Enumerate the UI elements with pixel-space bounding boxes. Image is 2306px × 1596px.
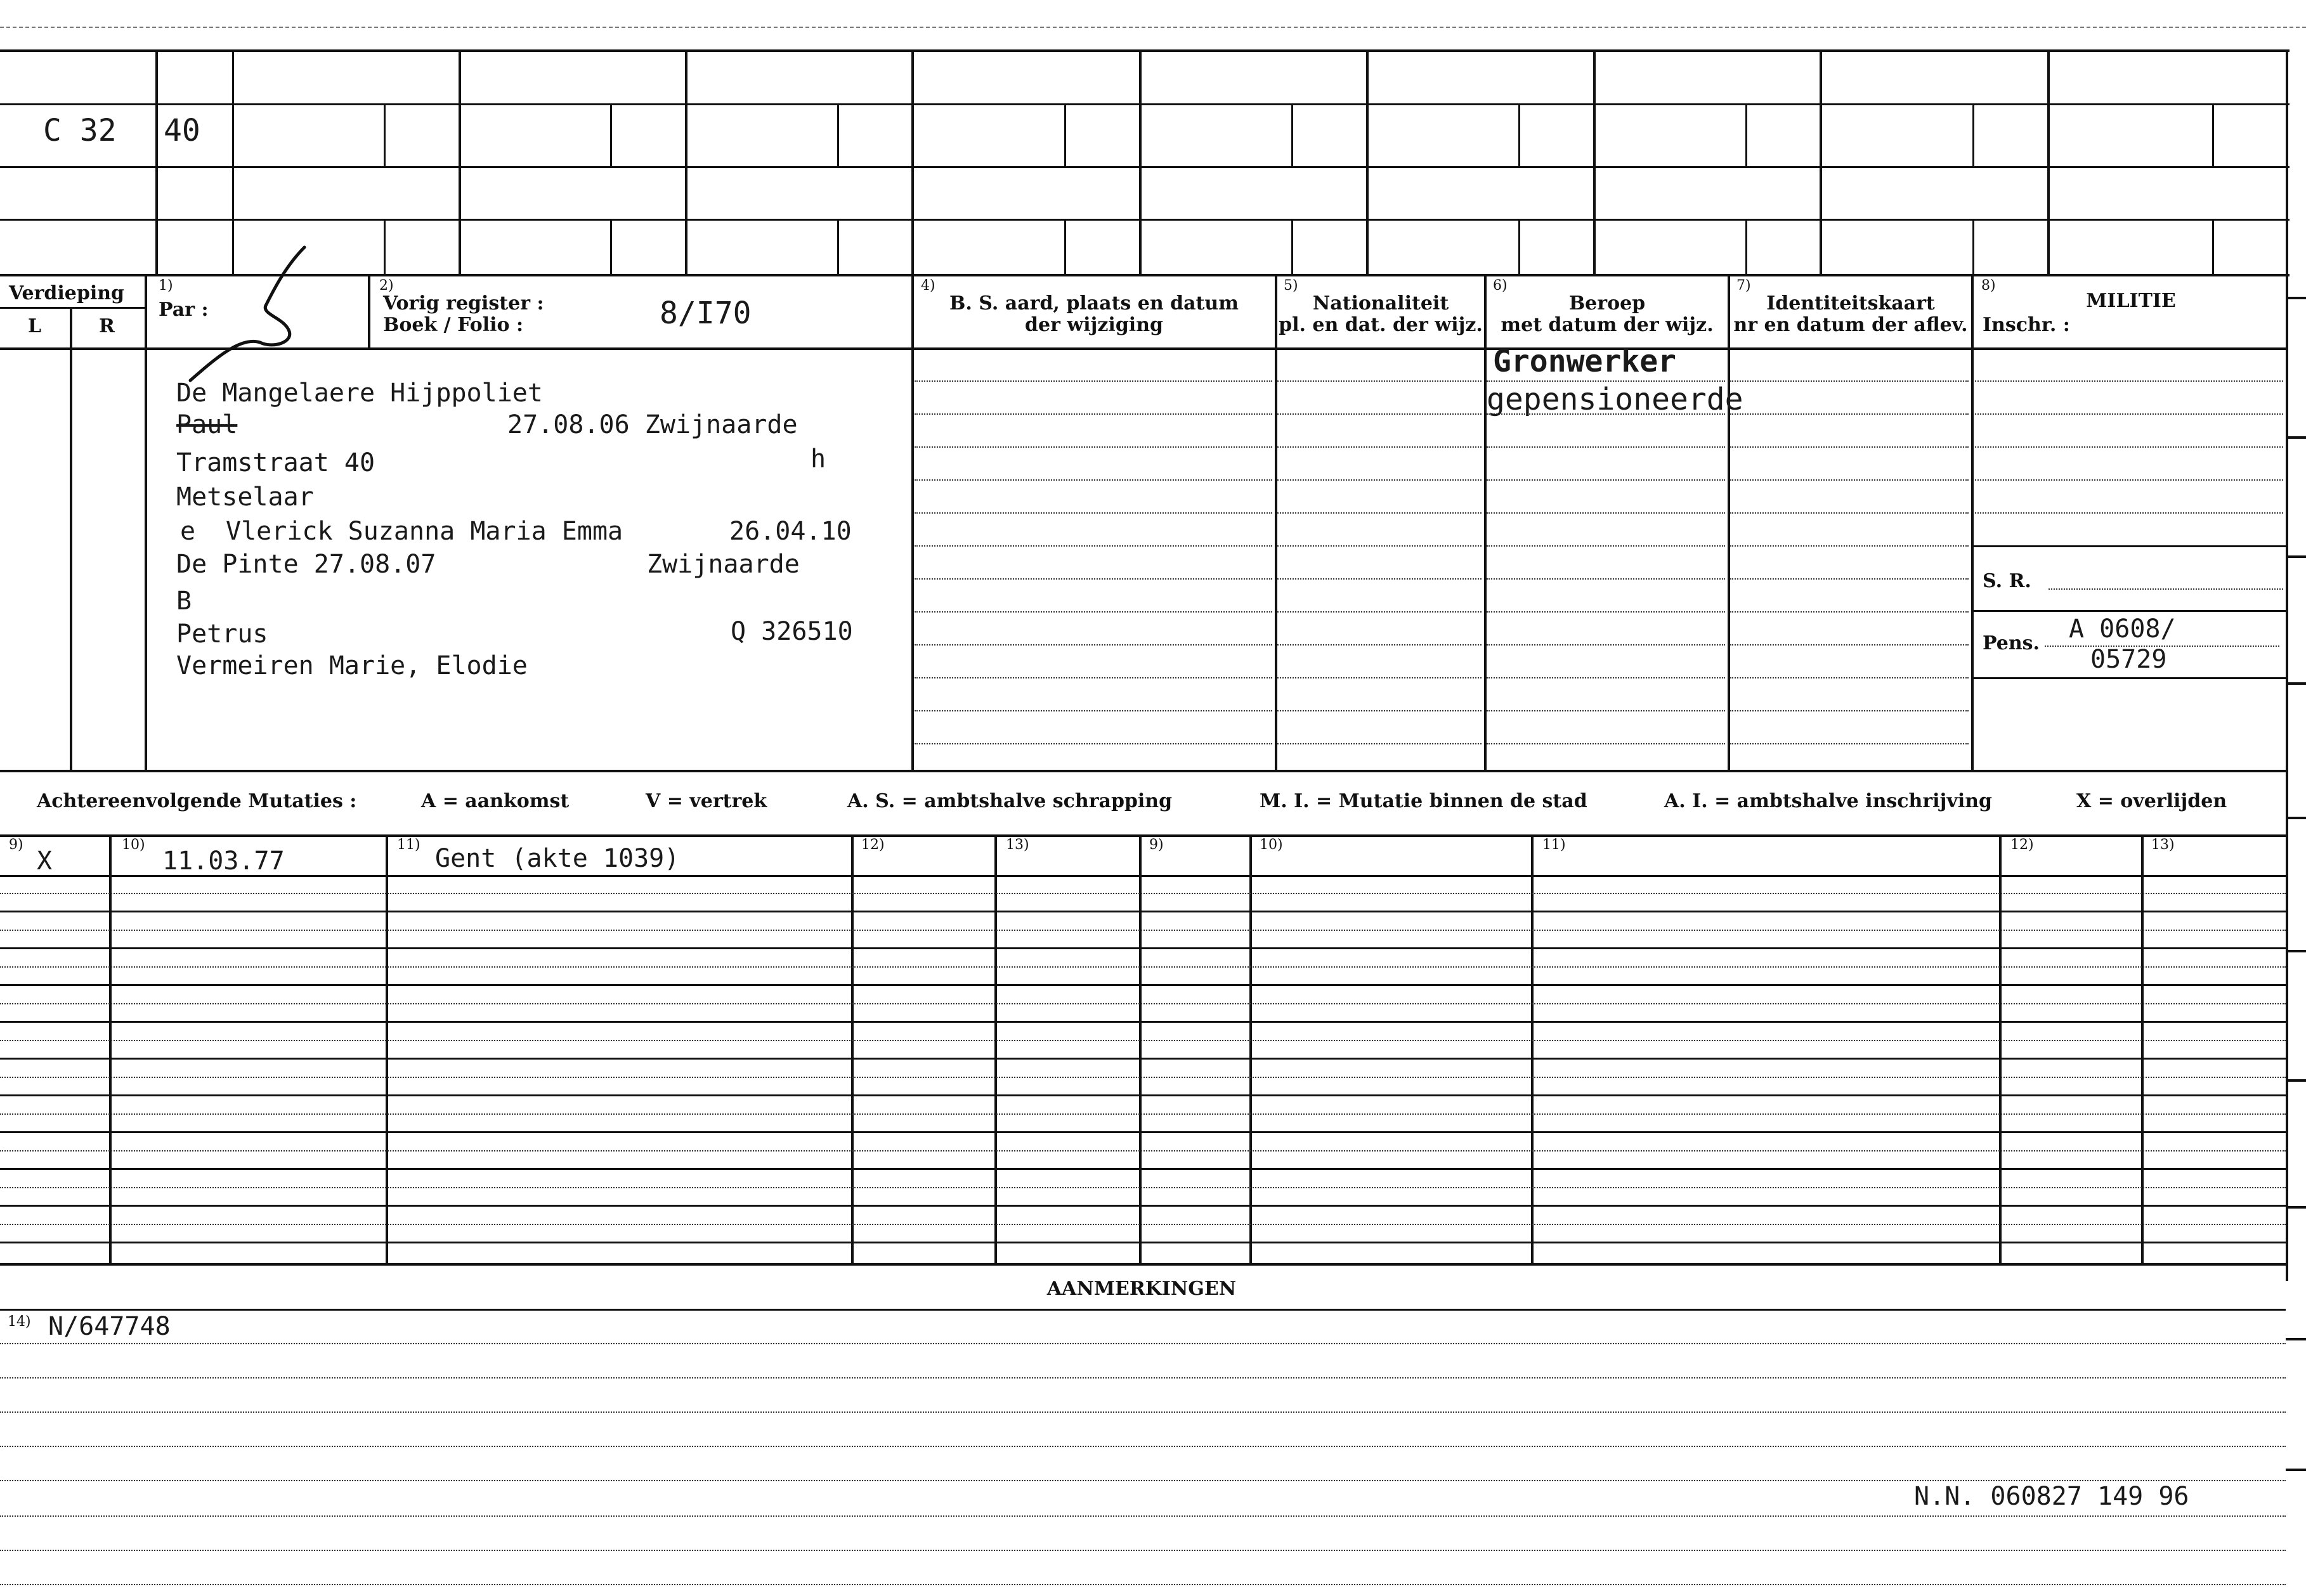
mutaties-legend-a: A = aankomst: [421, 790, 570, 812]
mutaties-legend-ai: A. I. = ambtshalve inschrijving: [1664, 790, 1993, 812]
field-5-number: 5): [1284, 278, 1298, 294]
person-ref: Q 326510: [731, 617, 853, 646]
par-signature: [178, 241, 317, 387]
aanmerkingen-value: N/647748: [48, 1312, 171, 1341]
person-code-b: B: [176, 587, 192, 616]
pens-label: Pens.: [1983, 632, 2040, 654]
card-code-prefix: C 32: [43, 113, 117, 148]
bs-label-line1: B. S. aard, plaats en datum: [949, 292, 1239, 315]
spouse-birth: De Pinte 27.08.07: [176, 550, 436, 579]
person-birth: 27.08.06 Zwijnaarde: [507, 410, 798, 439]
pens-value-2: 05729: [2090, 645, 2167, 674]
mut-right-11-number: 11): [1542, 837, 1566, 853]
spouse-prefix: e: [180, 517, 196, 546]
mut-right-13-number: 13): [2151, 837, 2175, 853]
person-mother: Vermeiren Marie, Elodie: [176, 651, 528, 680]
mutaties-legend-x: X = overlijden: [2076, 790, 2227, 812]
person-father: Petrus: [176, 620, 268, 649]
spouse-name: Vlerick Suzanna Maria Emma: [226, 517, 623, 546]
mut-left-9-number: 9): [9, 837, 23, 853]
aanmerkingen-title: AANMERKINGEN: [1046, 1278, 1237, 1300]
beroep-label-line2: met datum der wijz.: [1501, 314, 1714, 336]
verdieping-r-label: R: [99, 315, 115, 337]
mut-left-12-number: 12): [861, 837, 885, 853]
person-occupation: Metselaar: [176, 483, 314, 512]
spouse-date: 26.04.10: [729, 517, 852, 546]
mutation-date: 11.03.77: [162, 847, 285, 876]
person-address: Tramstraat 40: [176, 448, 375, 477]
mutation-code: X: [37, 847, 53, 876]
mut-left-10-number: 10): [122, 837, 145, 853]
field-1-number: 1): [159, 278, 173, 294]
mutaties-legend-mi: M. I. = Mutatie binnen de stad: [1260, 790, 1587, 812]
mutation-place: Gent (akte 1039): [435, 844, 680, 873]
spouse-place: Zwijnaarde: [647, 550, 800, 579]
field-2-number: 2): [379, 278, 394, 294]
mut-right-10-number: 10): [1260, 837, 1283, 853]
mut-right-9-number: 9): [1149, 837, 1164, 853]
nationaliteit-label-line1: Nationaliteit: [1312, 292, 1449, 315]
beroep-entry-1: Gronwerker: [1493, 344, 1676, 379]
person-name: De Mangelaere Hijppoliet: [176, 379, 543, 408]
verdieping-l-label: L: [28, 315, 42, 337]
bs-label-line2: der wijziging: [1025, 314, 1163, 336]
mut-left-13-number: 13): [1006, 837, 1029, 853]
beroep-label-line1: Beroep: [1568, 292, 1646, 315]
beroep-entry-2: gepensioneerde: [1487, 382, 1743, 417]
mutaties-title: Achtereenvolgende Mutaties :: [37, 790, 357, 812]
militie-label: MILITIE: [2086, 290, 2176, 312]
pens-value-1: A 0608/: [2069, 614, 2176, 644]
nn-number: N.N. 060827 149 96: [1914, 1482, 2189, 1511]
field-8-number: 8): [1981, 278, 1996, 294]
inschr-label: Inschr. :: [1983, 314, 2070, 336]
field-7-number: 7): [1736, 278, 1751, 294]
identiteitskaart-label-line2: nr en datum der aflev.: [1733, 314, 1968, 336]
mutaties-legend-as: A. S. = ambtshalve schrapping: [847, 790, 1173, 812]
card-code-number: 40: [164, 113, 200, 148]
boek-folio-value: 8/I70: [660, 295, 752, 331]
sr-label: S. R.: [1983, 570, 2031, 592]
field-4-number: 4): [921, 278, 935, 294]
par-label: Par :: [159, 299, 209, 321]
identiteitskaart-label-line1: Identiteitskaart: [1766, 292, 1935, 315]
verdieping-label: Verdieping: [9, 282, 125, 304]
nationaliteit-label-line2: pl. en dat. der wijz.: [1279, 314, 1483, 336]
vorig-register-label: Vorig register :: [383, 292, 544, 315]
person-sex: h: [811, 444, 826, 474]
person-struck-name: Paul: [176, 410, 238, 439]
mut-left-11-number: 11): [397, 837, 420, 853]
field-14-number: 14): [8, 1314, 31, 1330]
boek-folio-label: Boek / Folio :: [383, 314, 524, 336]
mutaties-legend-v: V = vertrek: [646, 790, 767, 812]
mut-right-12-number: 12): [2010, 837, 2034, 853]
field-6-number: 6): [1493, 278, 1508, 294]
